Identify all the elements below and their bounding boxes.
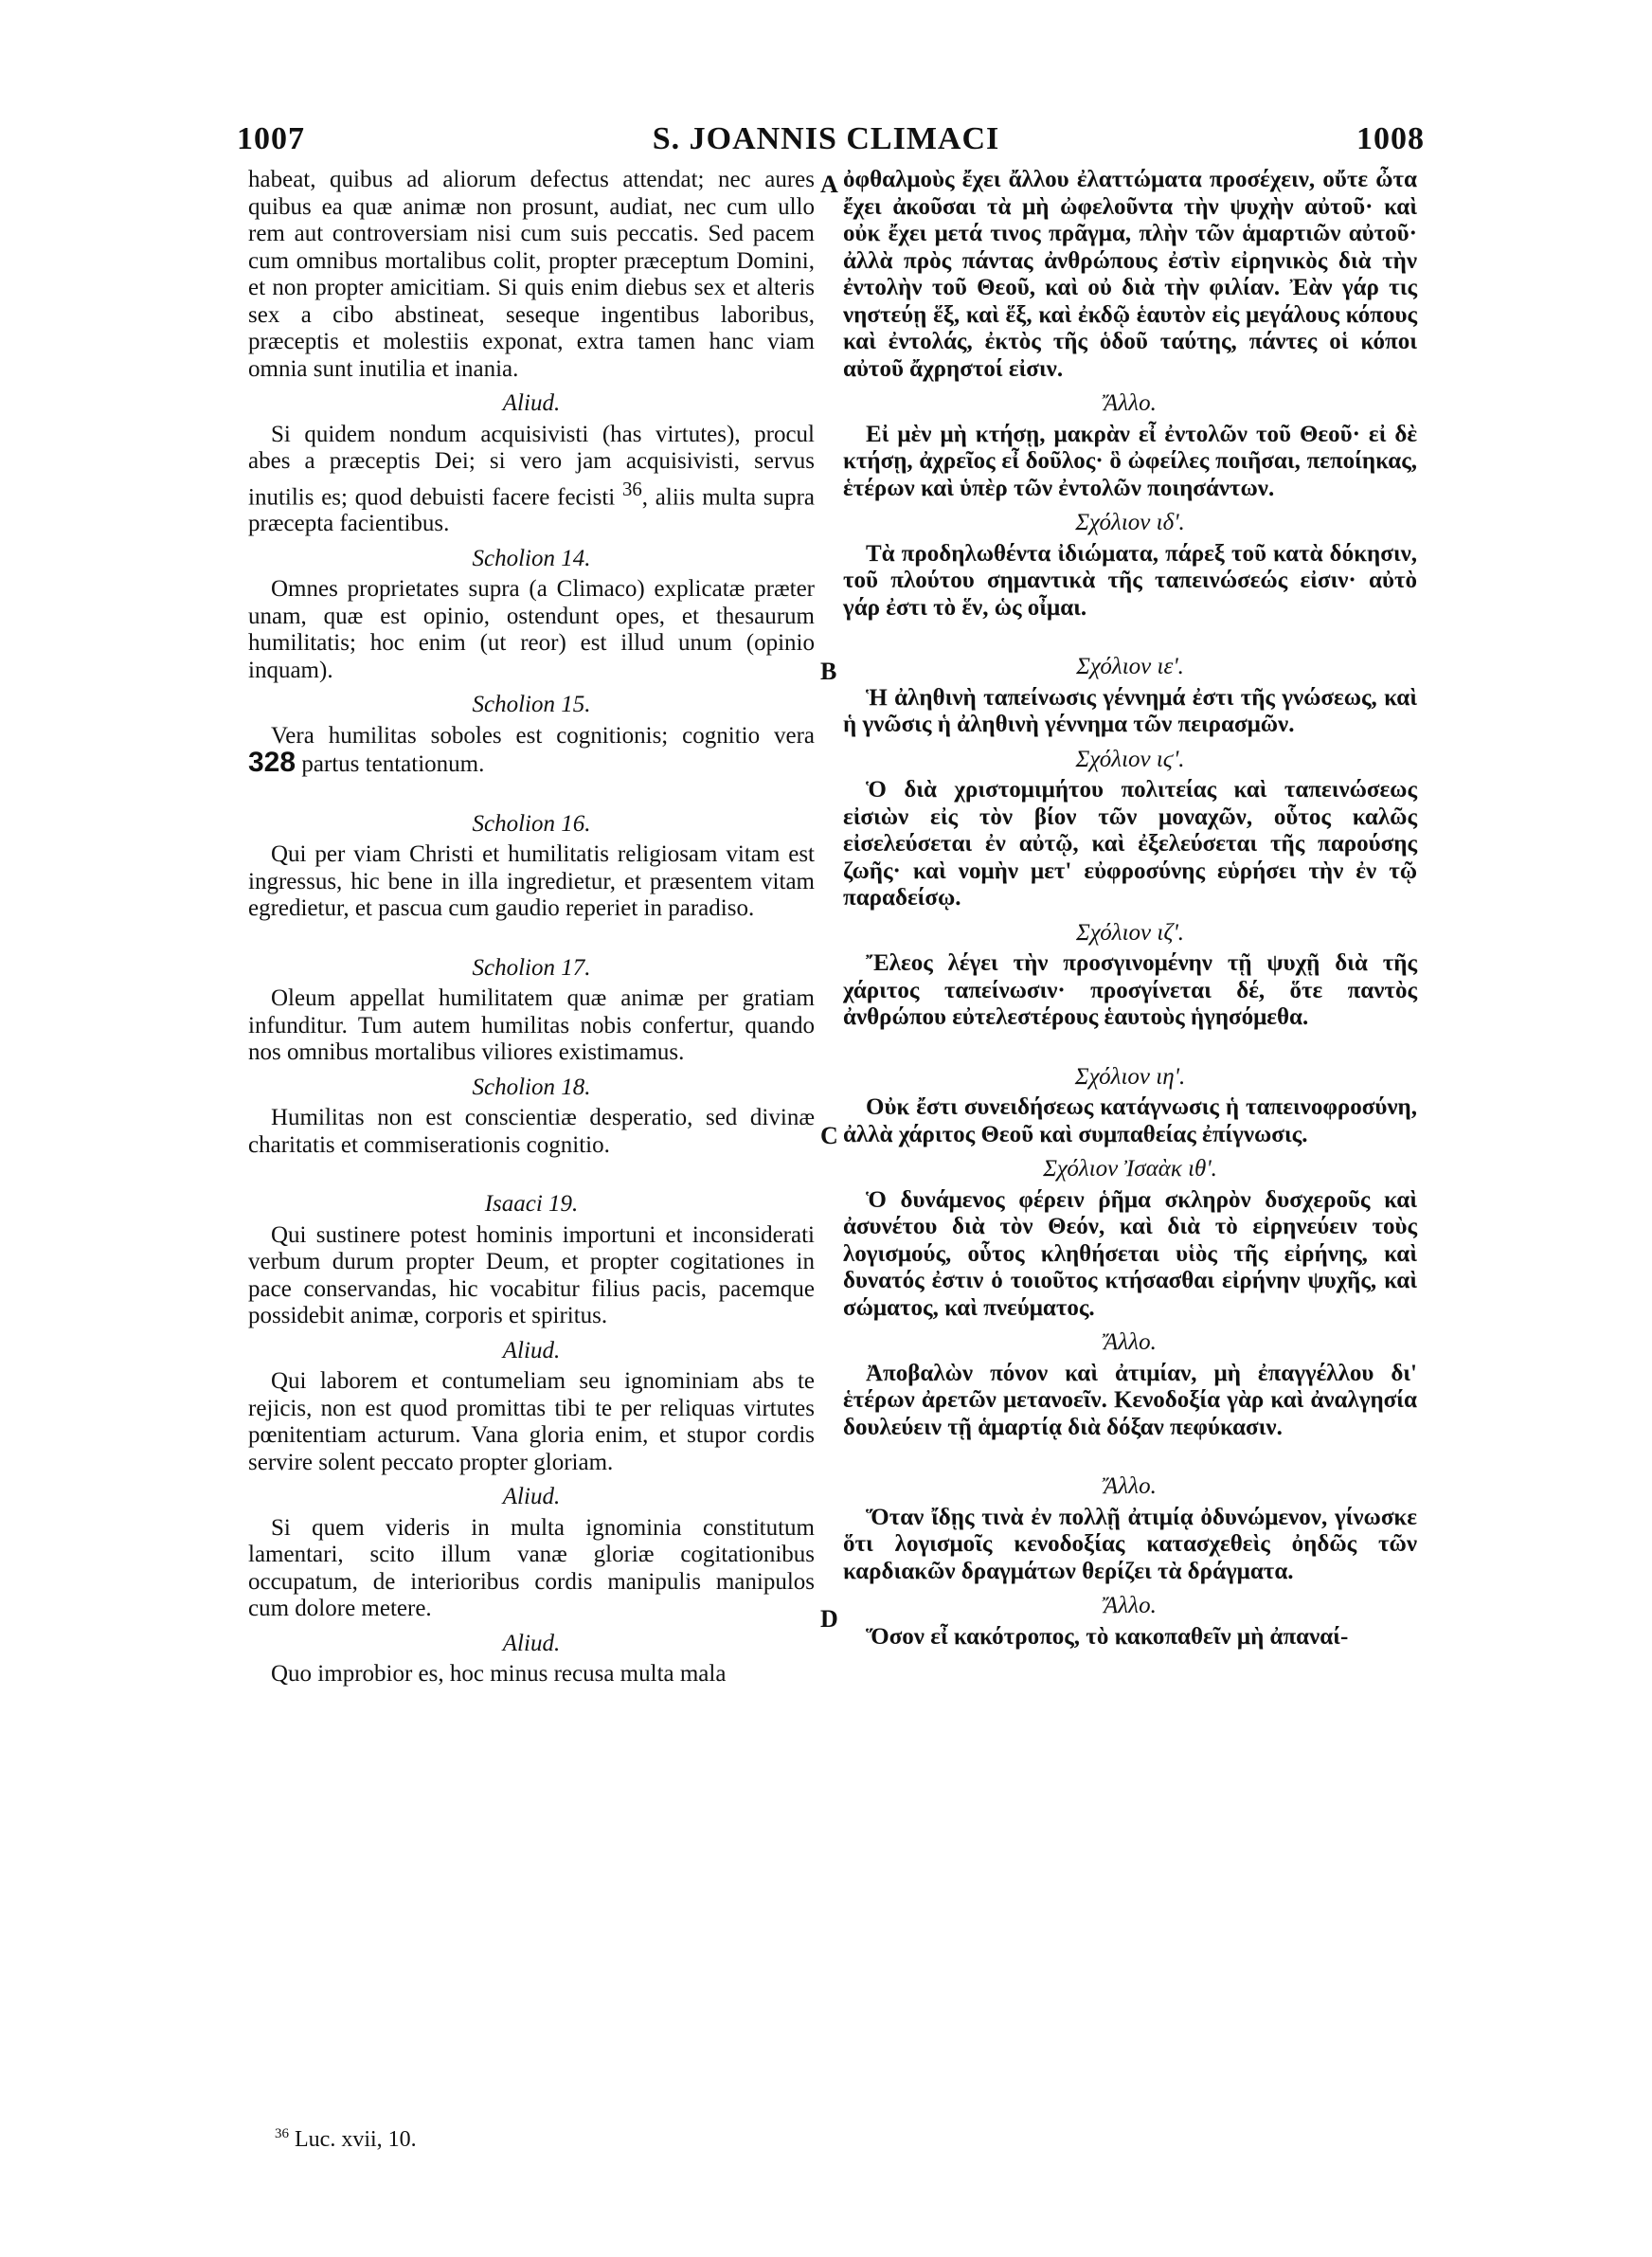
greek-heading: Σχόλιον ιδ'.	[1075, 510, 1185, 535]
greek-heading: Σχόλιον ιζ'.	[1075, 919, 1185, 946]
margin-mark-a: A	[820, 171, 838, 198]
column-number-marker: 328	[248, 747, 296, 779]
latin-paragraph: Quo improbior es, hoc minus recusa multa mala	[271, 1661, 727, 1688]
greek-paragraph: Ὁ διὰ χριστομιμήτου πολιτείας καὶ ταπεινώσεως εἰσιὼν εἰς τὸν βίον τῶν μοναχῶν, οὗτος καλῶς εἰσελεύσεται ἐν αὐτῷ, καὶ ἐξελεύσεται τῆς παρούσης ζωῆς· καὶ νομὴν μετ' εὐφροσύνης εὑρήσει τὴν ἐν τῷ παραδείσῳ.	[843, 777, 1417, 911]
greek-paragraph: Ὅσον εἶ κακότροπος, τὸ κακοπαθεῖν μὴ ἀπαναί-	[866, 1623, 1349, 1650]
latin-paragraph: Humilitas non est conscientiæ desperatio, sed divinæ charitatis et commiserationis cognitio.	[248, 1105, 815, 1158]
greek-paragraph: Ὁ δυνάμενος φέρειν ῥῆμα σκληρὸν δυσχεροῦς καὶ ἀσυνέτου διὰ τὸν Θεόν, καὶ διὰ τὸ εἰρηνεύειν τοὺς λογισμούς, οὗτος κληθήσεται υἱὸς τῆς εἰρήνης, καὶ δυνατός ἐστιν ὁ τοιοῦτος κτήσασθαι εἰρήνην ψυχῆς, καὶ σώματος, καὶ πνεύματος.	[843, 1186, 1417, 1321]
greek-heading: Ἄλλο.	[1104, 390, 1157, 416]
latin-paragraph: Si quidem nondum acquisivisti (has virtutes), procul abes a præceptis Dei; si vero jam acquisivisti, servus inutilis es; quod debuisti facere fecisti $^{36}$, aliis multa supra præcepta facientibus.	[248, 421, 816, 537]
greek-heading: Σχόλιον Ἰσαὰκ ιθ'.	[1043, 1156, 1217, 1182]
margin-mark-b: B	[820, 658, 837, 685]
greek-paragraph: Ὅταν ἴδῃς τινὰ ἐν πολλῇ ἀτιμίᾳ ὀδυνώμενον, γίνωσκε ὅτι λογισμοῖς κενοδοξίας κατασχεθεὶς ὀηδῶς τῶν καρδιακῶν δραγμάτων θερίζει τὰ δράγματα.	[843, 1504, 1417, 1584]
footnote-text: Luc. xvii, 10.	[295, 2127, 417, 2152]
greek-heading: Ἄλλο.	[1104, 1473, 1157, 1499]
running-title: S. JOANNIS CLIMACI	[652, 121, 1000, 156]
latin-heading: Aliud.	[502, 1630, 561, 1656]
latin-paragraph: Qui per viam Christi et humilitatis religiosam vitam est ingressus, hic bene in illa ingredietur, et præsentem vitam egredietur, et pascua cum gaudio reperiet in paradiso.	[248, 841, 815, 922]
latin-heading: Scholion 16.	[472, 810, 591, 837]
greek-heading: Σχόλιον ιη'.	[1074, 1063, 1186, 1090]
greek-paragraph: Ἡ ἀληθινὴ ταπείνωσις γέννημά ἐστι τῆς γνώσεως, καὶ ἡ γνῶσις ἡ ἀληθινὴ γέννημα τῶν πειρασμῶν.	[843, 684, 1417, 737]
latin-heading: Aliud.	[502, 390, 561, 416]
greek-heading: Ἄλλο.	[1104, 1593, 1157, 1618]
latin-heading: Scholion 17.	[472, 954, 591, 981]
latin-paragraph: habeat, quibus ad aliorum defectus attendat; nec aures quibus ea quæ animæ non prosunt, audiat, nec cum ullo rem aut controversiam nisi cum suis peccatis. Sed pacem cum omnibus mortalibus colit, propter præceptum Domini, et non propter amicitiam. Si quis enim diebus sex et alteris sex a cibo abstineat, seseque ingentibus laboribus, præceptis et molestiis exponat, extra tamen hanc viam omnia sunt inutilia et inania.	[248, 167, 815, 382]
footnote-ref: 36	[621, 477, 642, 500]
latin-paragraph: Omnes proprietates supra (a Climaco) explicatæ præter unam, quæ est opinio, ostendunt opes, et thesaurum humilitatis; hoc enim (ut reor) est illud unum (opinio inquam).	[248, 576, 815, 683]
left-column-number: 1007	[237, 121, 305, 156]
latin-heading: Aliud.	[502, 1484, 561, 1510]
greek-paragraph: Ἀποβαλὼν πόνον καὶ ἀτιμίαν, μὴ ἐπαγγέλλου δι' ἑτέρων ἀρετῶν μετανοεῖν. Κενοδοξία γὰρ καὶ ἀναλγησία δουλεύειν τῇ ἁμαρτίᾳ διὰ δόξαν πεφύκασιν.	[843, 1360, 1417, 1440]
latin-heading: Isaaci 19.	[484, 1191, 579, 1218]
latin-paragraph: Qui laborem et contumeliam seu ignominiam abs te rejicis, non est quod promittas tibi te per reliquas virtutes pœnitentiam acturum. Vana gloria enim, et stupor cordis servire solent peccato propter gloriam.	[248, 1368, 815, 1475]
greek-column	[843, 167, 1417, 1651]
margin-mark-c: C	[820, 1122, 838, 1149]
latin-heading: Scholion 18.	[472, 1074, 591, 1100]
footnote	[275, 2126, 417, 2153]
greek-paragraph: Ἔλεος λέγει τὴν προσγινομένην τῇ ψυχῇ διὰ τῆς χάριτος ταπείνωσιν· προσγίνεται δέ, ὅτε παντὸς ἀνθρώπου εὐτελεστέρους ἑαυτοὺς ἡγησόμεθα.	[843, 950, 1417, 1030]
greek-paragraph: Οὐκ ἔστι συνειδήσεως κατάγνωσις ἡ ταπεινοφροσύνη, ἀλλὰ χάριτος Θεοῦ καὶ συμπαθείας ἐπίγνωσις.	[843, 1094, 1417, 1147]
greek-paragraph: ὀφθαλμοὺς ἔχει ἄλλου ἐλαττώματα προσέχειν, οὔτε ὦτα ἔχει ἀκοῦσαι τὰ μὴ ὠφελοῦντα τὴν ψυχὴν αὐτοῦ· καὶ οὐκ ἔχει μετά τινος πρᾶγμα, πλὴν τῶν ἁμαρτιῶν αὐτοῦ· ἀλλὰ πρὸς πάντας ἀνθρώπους ἐστὶν εἰρηνικὸς διὰ τὴν ἐντολὴν τοῦ Θεοῦ, καὶ οὐ διὰ τὴν φιλίαν. Ἐὰν γάρ τις νηστεύῃ ἕξ, καὶ ἕξ, καὶ ἐκδῷ ἑαυτὸν εἰς μεγάλους κόπους καὶ ἐντολάς, ἐκτὸς τῆς ὁδοῦ ταύτης, πάντες οἱ κόποι αὐτοῦ ἄχρηστοί εἰσιν.	[843, 167, 1417, 382]
footnote-mark: 36	[275, 2126, 289, 2141]
greek-heading: Σχόλιον ιϛ'.	[1075, 746, 1185, 772]
greek-heading: Ἄλλο.	[1104, 1329, 1157, 1355]
latin-heading: Scholion 15.	[472, 692, 591, 718]
latin-paragraph: Si quem videris in multa ignominia constitutum lamentari, scito illum vanæ gloriæ cogitationibus occupatum, de interioribus cordis manipulis manipulos cum dolore metere.	[248, 1514, 815, 1622]
latin-paragraph: Qui sustinere potest hominis importuni et inconsiderati verbum durum propter Deum, et propter cogitationes in pace conservandas, hic vocabitur filius pacis, pacemque possidebit animæ, corporis et spiritus.	[248, 1221, 815, 1329]
latin-paragraph: Oleum appellat humilitatem quæ animæ per gratiam infunditur. Tum autem humilitas nobis confertur, quando nos omnibus mortalibus viliores existimamus.	[248, 985, 815, 1066]
latin-column	[248, 167, 815, 1688]
latin-paragraph: Vera humilitas soboles est cognitionis; cognitio vera 328 partus tentationum.	[248, 722, 815, 779]
greek-paragraph: Εἰ μὲν μὴ κτήσῃ, μακρὰν εἶ ἐντολῶν τοῦ Θεοῦ· εἰ δὲ κτήσῃ, ἀχρεῖος εἶ δοῦλος· ὃ ὠφείλες ποιῆσαι, πεποίηκας, ἑτέρων καὶ ὑπὲρ τῶν ἐντολῶν ποιησάντων.	[843, 421, 1417, 501]
margin-mark-d: D	[820, 1605, 838, 1633]
greek-paragraph: Τὰ προδηλωθέντα ἰδιώματα, πάρεξ τοῦ κατὰ δόκησιν, τοῦ πλούτου σημαντικὰ τῆς ταπεινώσεώς εἰσιν· αὐτὸ γάρ ἐστι τὸ ἕν, ὡς οἶμαι.	[843, 540, 1417, 621]
latin-heading: Aliud.	[502, 1337, 561, 1363]
greek-heading: Σχόλιον ιε'.	[1076, 654, 1184, 679]
right-column-number: 1008	[1356, 121, 1425, 156]
latin-heading: Scholion 14.	[472, 545, 591, 571]
